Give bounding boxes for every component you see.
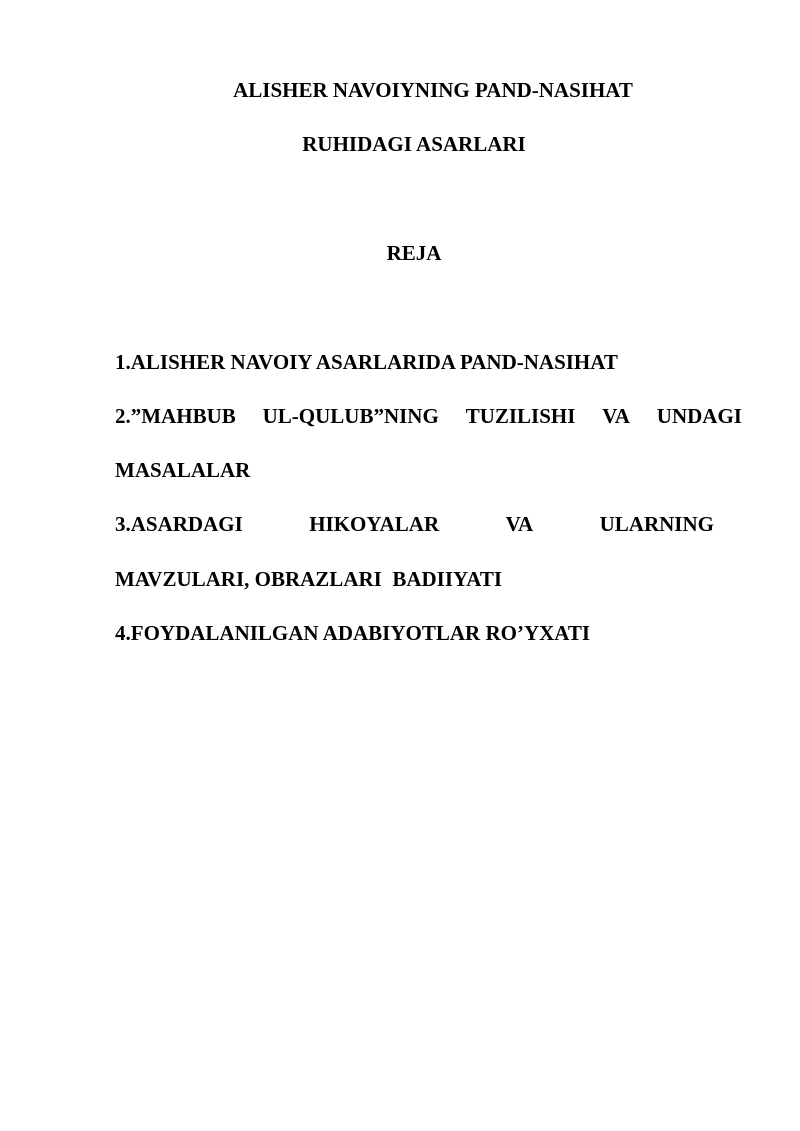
plan-item-3-line-2: MAVZULARI, OBRAZLARI BADIIYATI: [115, 567, 503, 591]
plan-item-2-word: UNDAGI: [656, 404, 742, 428]
plan-heading: REJA: [386, 241, 442, 265]
plan-item-2-word: UL-QULUB”NING: [262, 404, 439, 428]
plan-item-3-word: 3.ASARDAGI: [115, 512, 243, 536]
plan-item-2-word: TUZILISHI: [465, 404, 576, 428]
plan-item-3-word: ULARNING: [599, 512, 714, 536]
plan-item-3-line-1: [115, 511, 714, 537]
plan-item-3-word: VA: [505, 512, 534, 536]
plan-item-2-line-2: MASALALAR: [115, 458, 251, 482]
plan-item-1: 1.ALISHER NAVOIY ASARLARIDA PAND-NASIHAT: [115, 350, 618, 374]
plan-item-2-word: 2.”MAHBUB: [115, 404, 236, 428]
plan-item-3-word: HIKOYALAR: [309, 512, 440, 536]
plan-item-4: 4.FOYDALANILGAN ADABIYOTLAR RO’YXATI: [115, 621, 591, 645]
plan-item-2-line-1: [115, 403, 742, 429]
plan-item-2-word: VA: [602, 404, 630, 428]
document-title-line-2: RUHIDAGI ASARLARI: [302, 132, 526, 156]
document-title-line-1: ALISHER NAVOIYNING PAND-NASIHAT: [233, 78, 633, 102]
